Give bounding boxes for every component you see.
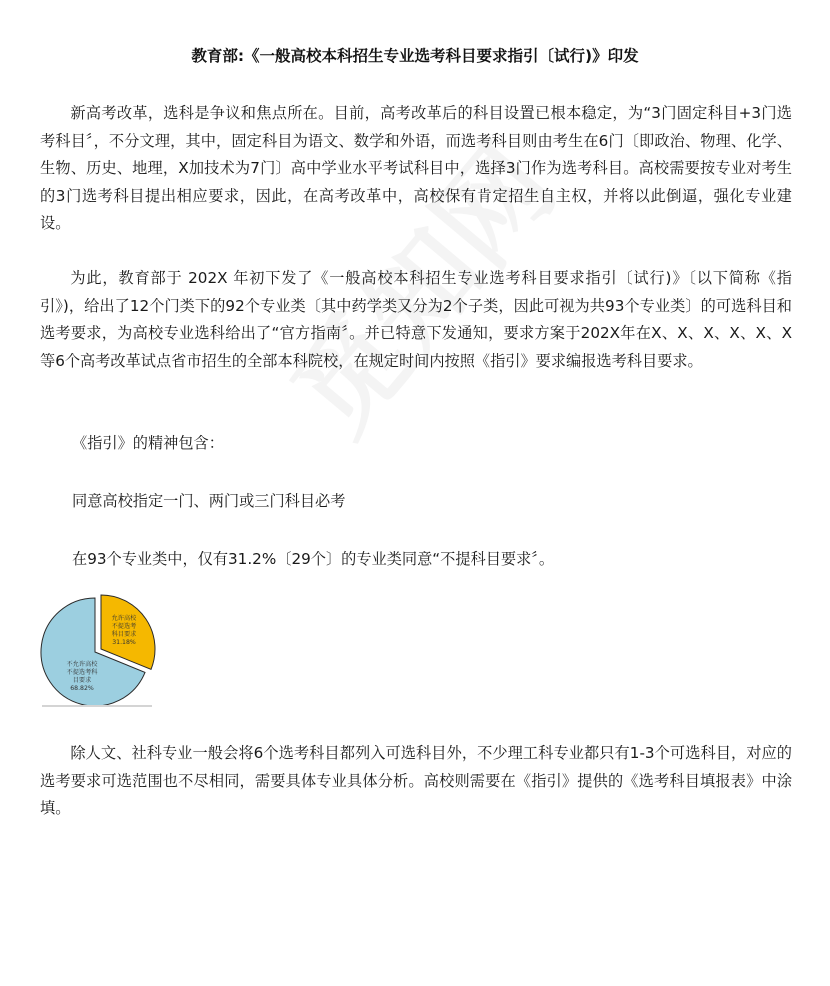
- paragraph-spirit-heading: 《指引》的精神包含：: [72, 434, 224, 452]
- paragraph-statistic: 在93个专业类中，仅有31.2%〔29个〕的专业类同意“不提科目要求〞。: [72, 550, 555, 568]
- paragraph-intro: 新高考改革，选科是争议和焦点所在。目前，高考改革后的科目设置已根本稳定，为“3门固定科目+3门选考科目〞，不分文理，其中，固定科目为语文、数学和外语，而选考科目则由考生在6门〔即政治、物理、化学、生物、历史、地理，X加技术为7门〕高中学业水平考试科目中，选择3门作为选考科目。高校需要按专业对考生的3门选考科目提出相应要求，因此，在高考改革中，高校保有肯定招生自主权，并将以此倒逼，强化专业建设。: [40, 104, 792, 232]
- chart-divider: [42, 705, 152, 707]
- slice-allowed-value: 31.18%: [112, 639, 136, 646]
- paragraph-guideline: 为此，教育部于 202X 年初下发了《一般高校本科招生专业选考科目要求指引〔试行)》〔以下简称《指引》)，给出了12个门类下的92个专业类〔其中药学类又分为2个子类，因此可视为共93个专业类〕的可选科目和选考要求，为高校专业选科给出了“官方指南〞。并已特意下发通知，要求方案于202X年在X、X、X、X、X、X等6个高考改革试点省市招生的全部本科院校，在规定时间内按照《指引》要求编报选考科目要求。: [40, 269, 792, 370]
- paragraph-subjects: 除人文、社科专业一般会将6个选考科目都列入可选科目外，不少理工科专业都只有1-3个可选科目，对应的选考要求可选范围也不尽相同，需要具体专业具体分析。高校则需要在《指引》提供的《选考科目填报表》中涂填。: [40, 744, 792, 817]
- slice-allowed-label-2: 不提选考: [111, 623, 137, 630]
- slice-not-allowed-label-3: 目要求: [72, 677, 92, 684]
- pie-chart: [38, 592, 156, 710]
- slice-not-allowed-value: 68.82%: [70, 685, 94, 692]
- slice-not-allowed-label-2: 不提选考科: [66, 669, 98, 676]
- slice-allowed-label-3: 科目要求: [111, 631, 137, 638]
- slice-not-allowed-label-1: 不允许高校: [66, 661, 98, 668]
- slice-allowed-label-1: 允许高校: [111, 615, 137, 622]
- paragraph-spirit-point: 同意高校指定一门、两门或三门科目必考: [72, 492, 346, 510]
- document-title: 教育部:《一般高校本科招生专业选考科目要求指引〔试行)》印发: [191, 47, 639, 65]
